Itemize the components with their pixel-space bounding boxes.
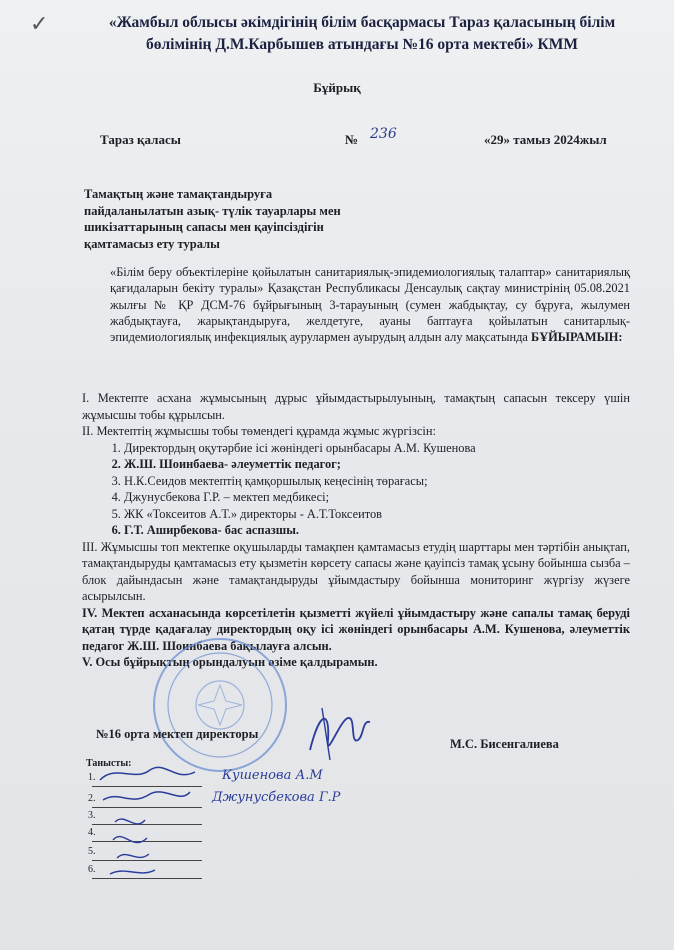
preamble-order-word: БҰЙЫРАМЫН: xyxy=(531,330,623,345)
member-item: 1. Директордың оқутәрбие ісі жөніндегі орынбасары А.М. Кушенова xyxy=(124,440,630,457)
number-sign: № xyxy=(345,132,359,147)
list-number: 1. xyxy=(88,772,96,783)
item-2: II. Мектептің жұмысшы тобы төмендегі құрамда жұмыс жүргізсін: xyxy=(82,424,436,438)
list-number: 5. xyxy=(88,846,96,857)
handwritten-name-2: Джунусбекова Г.Р xyxy=(212,790,341,805)
official-stamp xyxy=(150,635,290,775)
document-header xyxy=(62,12,662,56)
handwritten-name-1: Кушенова А.М xyxy=(222,768,323,783)
list-number: 4. xyxy=(88,827,96,838)
member-item: 5. ЖК «Токсеитов А.Т.» директоры - А.Т.Токсеитов xyxy=(124,506,630,523)
preamble xyxy=(110,264,630,345)
member-item: 6. Г.Т. Аширбекова- бас аспазшы. xyxy=(124,522,630,539)
list-number: 3. xyxy=(88,810,96,821)
city-label: Тараз қаласы xyxy=(100,132,181,147)
member-list xyxy=(82,440,630,539)
list-number: 6. xyxy=(88,864,96,875)
item-3: III. Жұмысшы топ мектепке оқушыларды тамақпен қамтамасыз етудің шарттары мен тәртібін анықтап, тамақтандыруды қамтамасыз ету қызметін көрсету сапасы және қауіпсіз тамақ ұсыну бойынша сызба – блок дайындасын және тамақтандыруды ұйымдастыру бойынша мониторинг жүргізу жүзеге асырылсын. xyxy=(82,539,630,603)
member-item: 3. Н.К.Сеидов мектептің қамқоршылық кеңесінің төрағасы; xyxy=(124,473,630,490)
order-number-handwritten: 236 xyxy=(370,126,397,142)
director-signature xyxy=(300,700,380,770)
header-line-2: бөлімінің Д.М.Карбышев атындағы №16 орта мектебі» КММ xyxy=(145,36,579,53)
familiarized-label: Танысты: xyxy=(86,758,132,769)
header-line-1: «Жамбыл облысы әкімдігінің білім басқармасы Тараз қаласының білім xyxy=(108,14,616,31)
subject-line-4: қамтамасыз ету туралы xyxy=(84,236,220,251)
item-5: V. Осы бұйрықтың орындалуын өзіме қалдырамын. xyxy=(82,655,378,669)
list-number: 2. xyxy=(88,793,96,804)
signature-title: №16 орта мектеп директоры xyxy=(96,727,259,741)
subject-line-1: Тамақтың және тамақтандыруға xyxy=(84,187,273,201)
preamble-text: «Білім беру объектілеріне қойылатын санитариялық-эпидемиологиялық талаптар» санитариялық қағидаларын бекіту туралы» Қазақстан Республикасы Денсаулық сақтау министрінің 05.08.2021 жылғы № ҚР ДСМ-76 бұйрығының 3-тарауының (сумен жабдықтау, су бұруға, жылумен жабдықтауға, жарықтандыруға, желдетуге, ауаны баптауға қойылатын санитарлық-эпидемиологиялық инфекциялық аурулармен ауырудың алдын алу мақсатында xyxy=(110,265,630,345)
member-item: 4. Джунусбекова Г.Р. – мектеп медбикесі; xyxy=(124,489,630,506)
subject-line-2: пайдаланылатын азық- түлік тауарлары мен xyxy=(84,203,341,218)
order-subject xyxy=(84,186,384,252)
document-title: Бұйрық xyxy=(313,80,361,95)
order-date: «29» тамыз 2024жыл xyxy=(484,132,607,147)
item-1: I. Мектепте асхана жұмысының дұрыс ұйымдастырылуының, тамақтың сапасын тексеру үшін жұмысшы тобы құрылсын. xyxy=(82,391,630,422)
check-mark-icon: ✓ xyxy=(30,12,49,37)
member-item: 2. Ж.Ш. Шоинбаева- әлеуметтік педагог; xyxy=(124,456,630,473)
director-name: М.С. Бисенгалиева xyxy=(450,737,559,751)
item-4: IV. Мектеп асханасында көрсетілетін қызметті жүйелі ұйымдастыру және сапалы тамақ беруді қатаң түрде қадағалау директордың оқу ісі жөніндегі орынбасары А.М. Кушенова, әлеуметтік педагог Ж.Ш. Шоинбаева бақылауға алсын. xyxy=(82,605,630,653)
handwritten-signatures xyxy=(95,762,205,882)
order-items xyxy=(82,390,630,671)
subject-line-3: шикізаттарының сапасы мен қауіпсіздігін xyxy=(84,220,324,234)
